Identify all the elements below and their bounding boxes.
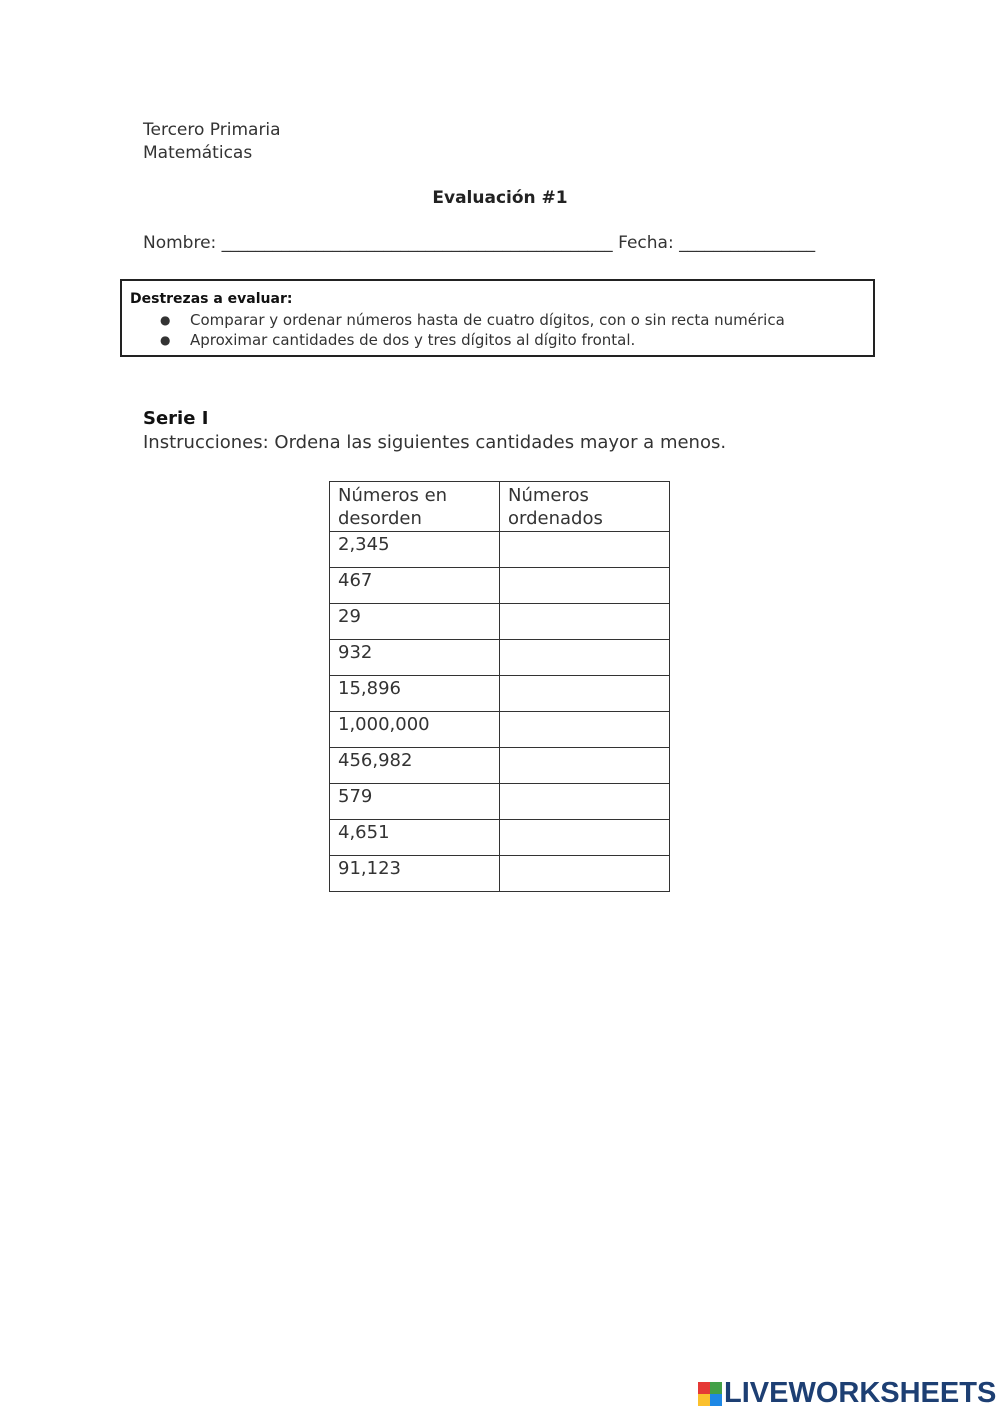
bullet-icon: ●: [160, 333, 171, 347]
logo-text: LIVEWORKSHEETS: [724, 1377, 997, 1409]
student-line: [143, 233, 815, 253]
skills-heading: Destrezas a evaluar:: [130, 291, 293, 307]
logo-mark-square: [710, 1394, 722, 1406]
answer-cell[interactable]: [500, 640, 670, 676]
numbers-table: [329, 481, 670, 892]
section-title: Serie I: [143, 408, 209, 429]
answer-cell[interactable]: [500, 856, 670, 892]
table-row: [330, 820, 670, 856]
unordered-number: 456,982: [330, 748, 500, 784]
table-row: [330, 604, 670, 640]
skill-item-text: Comparar y ordenar números hasta de cuatro dígitos, con o sin recta numérica: [190, 311, 785, 329]
skill-item: [130, 310, 873, 330]
unordered-number: 91,123: [330, 856, 500, 892]
skills-list: [130, 310, 873, 350]
unordered-number: 29: [330, 604, 500, 640]
answer-cell[interactable]: [500, 604, 670, 640]
skill-item-text: Aproximar cantidades de dos y tres dígitos al dígito frontal.: [190, 331, 636, 349]
unordered-number: 932: [330, 640, 500, 676]
answer-cell[interactable]: [500, 820, 670, 856]
answer-cell[interactable]: [500, 676, 670, 712]
bullet-icon: ●: [160, 313, 171, 327]
date-field[interactable]: Fecha: ________________: [618, 233, 816, 253]
logo-mark-square: [698, 1382, 710, 1394]
grade-label: Tercero Primaria: [143, 120, 281, 140]
table-row: [330, 568, 670, 604]
table-row: [330, 676, 670, 712]
skills-box: [120, 279, 875, 357]
logo-mark-icon: [698, 1382, 722, 1406]
page-title: Evaluación #1: [432, 188, 568, 208]
answer-cell[interactable]: [500, 712, 670, 748]
header-info: [143, 119, 281, 165]
table-row: [330, 856, 670, 892]
unordered-number: 15,896: [330, 676, 500, 712]
subject-label: Matemáticas: [143, 143, 253, 163]
liveworksheets-logo: [698, 1377, 996, 1410]
table-row: [330, 712, 670, 748]
table-row: [330, 532, 670, 568]
unordered-number: 4,651: [330, 820, 500, 856]
table-row: [330, 748, 670, 784]
unordered-number: 579: [330, 784, 500, 820]
logo-mark-square: [698, 1394, 710, 1406]
unordered-number: 1,000,000: [330, 712, 500, 748]
answer-cell[interactable]: [500, 784, 670, 820]
skill-item: [130, 330, 873, 350]
table-row: [330, 640, 670, 676]
unordered-number: 467: [330, 568, 500, 604]
header-ordered: Números ordenados: [500, 482, 670, 532]
table-row: [330, 784, 670, 820]
unordered-number: 2,345: [330, 532, 500, 568]
instructions-text: Instrucciones: Ordena las siguientes cantidades mayor a menos.: [143, 432, 727, 453]
header-unordered: Números en desorden: [330, 482, 500, 532]
answer-cell[interactable]: [500, 532, 670, 568]
logo-mark-square: [710, 1382, 722, 1394]
answer-cell[interactable]: [500, 568, 670, 604]
answer-cell[interactable]: [500, 748, 670, 784]
table-header-row: [330, 482, 670, 532]
name-field[interactable]: Nombre: ______________________________________________: [143, 233, 613, 253]
